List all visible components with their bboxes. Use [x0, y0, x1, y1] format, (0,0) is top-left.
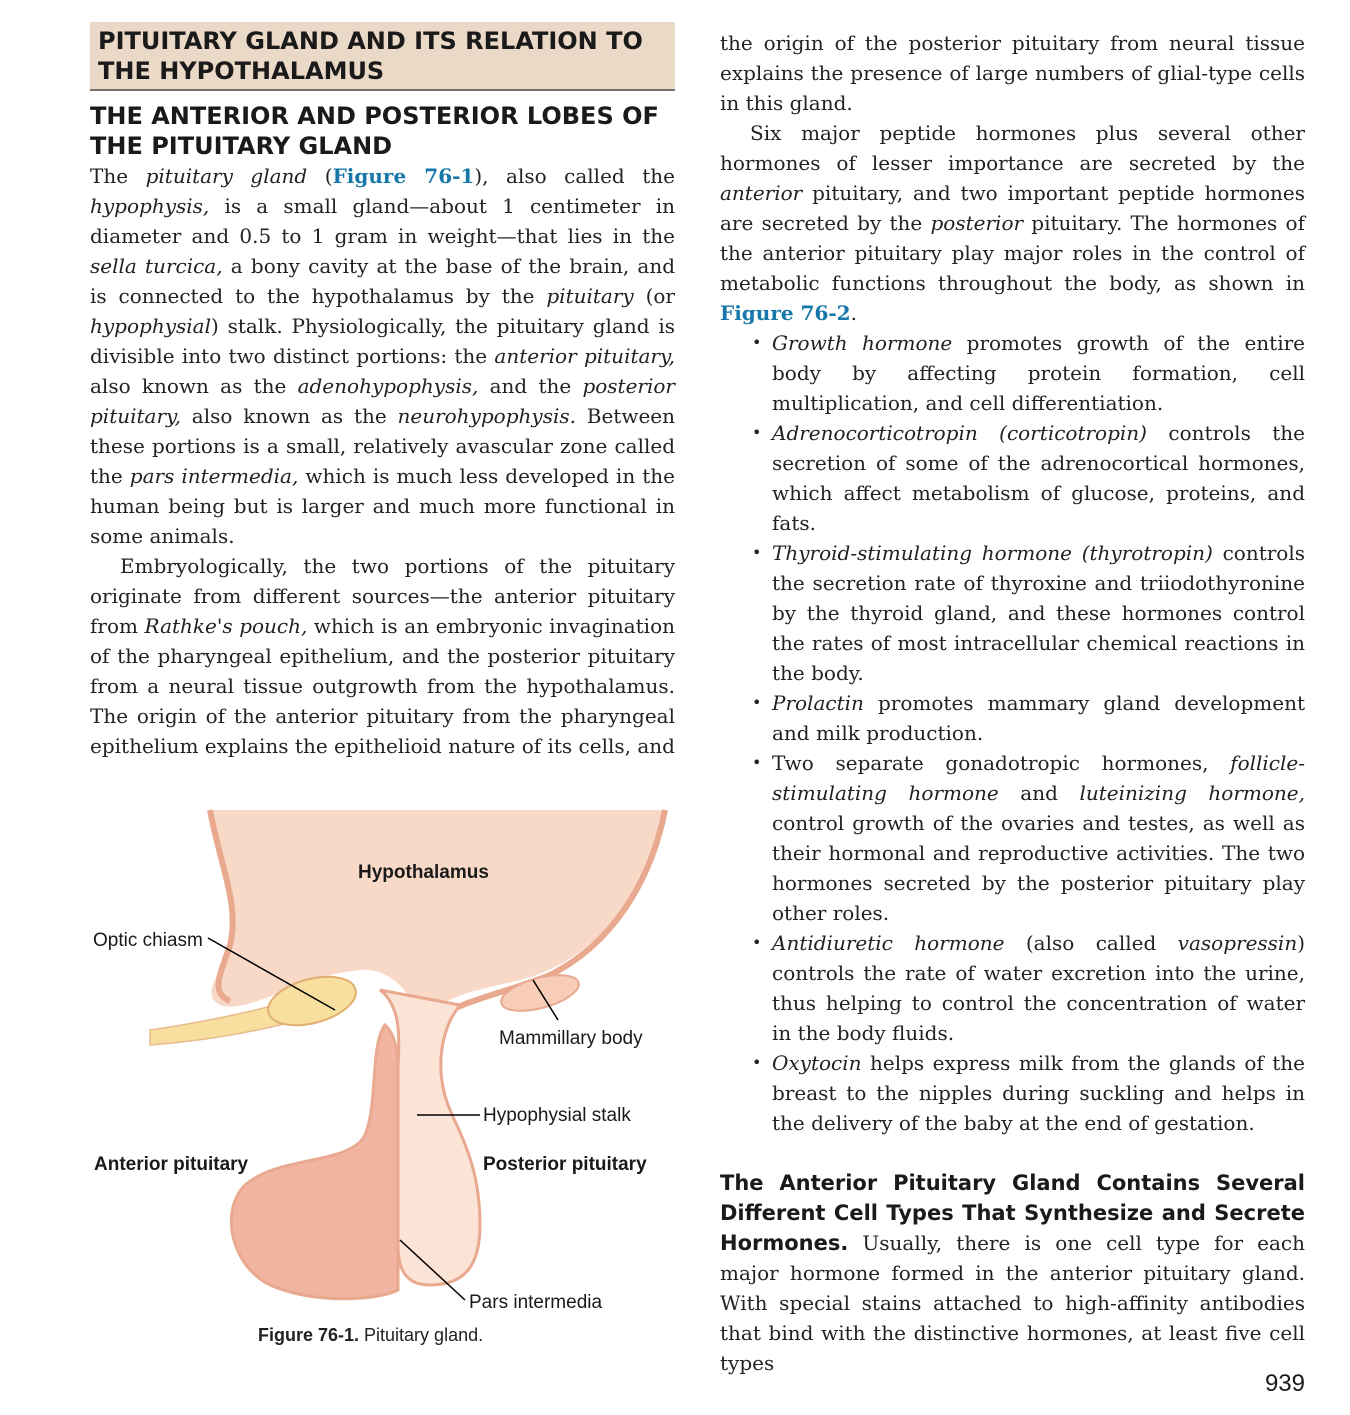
page-number: 939	[1264, 1370, 1305, 1397]
hypothalamus-shape	[210, 810, 665, 1020]
label-posterior-pituitary: Posterior pituitary	[483, 1154, 647, 1175]
bullet-icon: •	[752, 423, 762, 442]
list-item: • Two separate gonadotropic hormones, follicle-stimulating hormone and luteinizing hormone, control growth of the ovaries and testes, as well as their hormonal and reproductive activities. The two hormones secreted by the posterior pituitary play other roles.	[720, 748, 1305, 928]
subheading: THE ANTERIOR AND POSTERIOR LOBES OF THE PITUITARY GLAND	[90, 102, 659, 160]
hormone-list	[720, 328, 1305, 1138]
figure-link[interactable]: Figure 76-2	[720, 301, 851, 325]
right-column	[720, 28, 1305, 1378]
bullet-icon: •	[752, 333, 762, 352]
bullet-icon: •	[752, 933, 762, 952]
list-item: • Oxytocin helps express milk from the glands of the breast to the nipples during suckling and helps in the delivery of the baby at the end of gestation.	[720, 1048, 1305, 1138]
paragraph: Embryologically, the two portions of the pituitary originate from different sources—the anterior pituitary from Rathke's pouch, which is an embryonic invagination of the pharyngeal epithelium, and the posterior pituitary from a neural tissue outgrowth from the hypothalamus. The origin of the anterior pituitary from the pharyngeal epithelium explains the epithelioid nature of its cells, and	[90, 554, 675, 758]
bullet-icon: •	[752, 1053, 762, 1072]
section-heading: PITUITARY GLAND AND ITS RELATION TO THE HYPOTHALAMUS	[90, 22, 675, 91]
label-optic-chiasm: Optic chiasm	[93, 930, 203, 951]
label-mammillary-body: Mammillary body	[499, 1028, 643, 1049]
label-hypothalamus: Hypothalamus	[358, 862, 489, 883]
left-column	[90, 22, 675, 761]
paragraph: the origin of the posterior pituitary from neural tissue explains the presence of large numbers of glial-type cells in this gland.	[720, 31, 1305, 115]
label-hypophysial-stalk: Hypophysial stalk	[483, 1105, 631, 1126]
bullet-icon: •	[752, 543, 762, 562]
bullet-icon: •	[752, 693, 762, 712]
anterior-pituitary-shape	[231, 1025, 398, 1299]
figure-caption: Figure 76-1. Pituitary gland.	[258, 1325, 484, 1345]
pituitary-figure	[80, 805, 680, 1365]
paragraph: Six major peptide hormones plus several other hormones of lesser importance are secreted by the anterior pituitary, and two important peptide hormones are secreted by the posterior pituitary. The hormones of the anterior pituitary play major roles in the control of metabolic functions throughout the body, as shown in Figure 76-2.	[720, 121, 1305, 325]
list-item: • Prolactin promotes mammary gland development and milk production.	[720, 688, 1305, 748]
list-item: • Adrenocorticotropin (corticotropin) controls the secretion of some of the adrenocortical hormones, which affect metabolism of glucose, proteins, and fats.	[720, 418, 1305, 538]
paragraph: The pituitary gland (Figure 76-1), also called the hypophysis, is a small gland—about 1 centimeter in diameter and 0.5 to 1 gram in weight—that lies in the sella turcica, a bony cavity at the base of the brain, and is connected to the hypothalamus by the pituitary (or hypophysial) stalk. Physiologically, the pituitary gland is divisible into two distinct portions: the anterior pituitary, also known as the adenohypophysis, and the posterior pituitary, also known as the neurohypophysis. Between these portions is a small, relatively avascular zone called the pars intermedia, which is much less developed in the human being but is larger and much more functional in some animals.	[90, 164, 676, 548]
label-pars-intermedia: Pars intermedia	[469, 1292, 603, 1313]
list-item: • Antidiuretic hormone (also called vasopressin) controls the rate of water excretion into the urine, thus helping to control the concentration of water in the body fluids.	[720, 928, 1305, 1048]
run-in-heading: The Anterior Pituitary Gland Contains Several Different Cell Types That Synthesize and Secrete Hormones.	[720, 1171, 1305, 1255]
figure-link[interactable]: Figure 76-1	[332, 164, 475, 188]
paragraph: The Anterior Pituitary Gland Contains Several Different Cell Types That Synthesize and Secrete Hormones. Usually, there is one cell type for each major hormone formed in the anterior pituitary gland. With special stains attached to high-affinity antibodies that bind with the distinctive hormones, at least five cell types	[720, 1171, 1305, 1375]
label-anterior-pituitary: Anterior pituitary	[94, 1154, 249, 1175]
list-item: • Thyroid-stimulating hormone (thyrotropin) controls the secretion rate of thyroxine and triiodothyronine by the thyroid gland, and these hormones control the rates of most intracellular chemical reactions in the body.	[720, 538, 1305, 688]
bullet-icon: •	[752, 753, 762, 772]
list-item: • Growth hormone promotes growth of the entire body by affecting protein formation, cell multiplication, and cell differentiation.	[720, 328, 1305, 418]
